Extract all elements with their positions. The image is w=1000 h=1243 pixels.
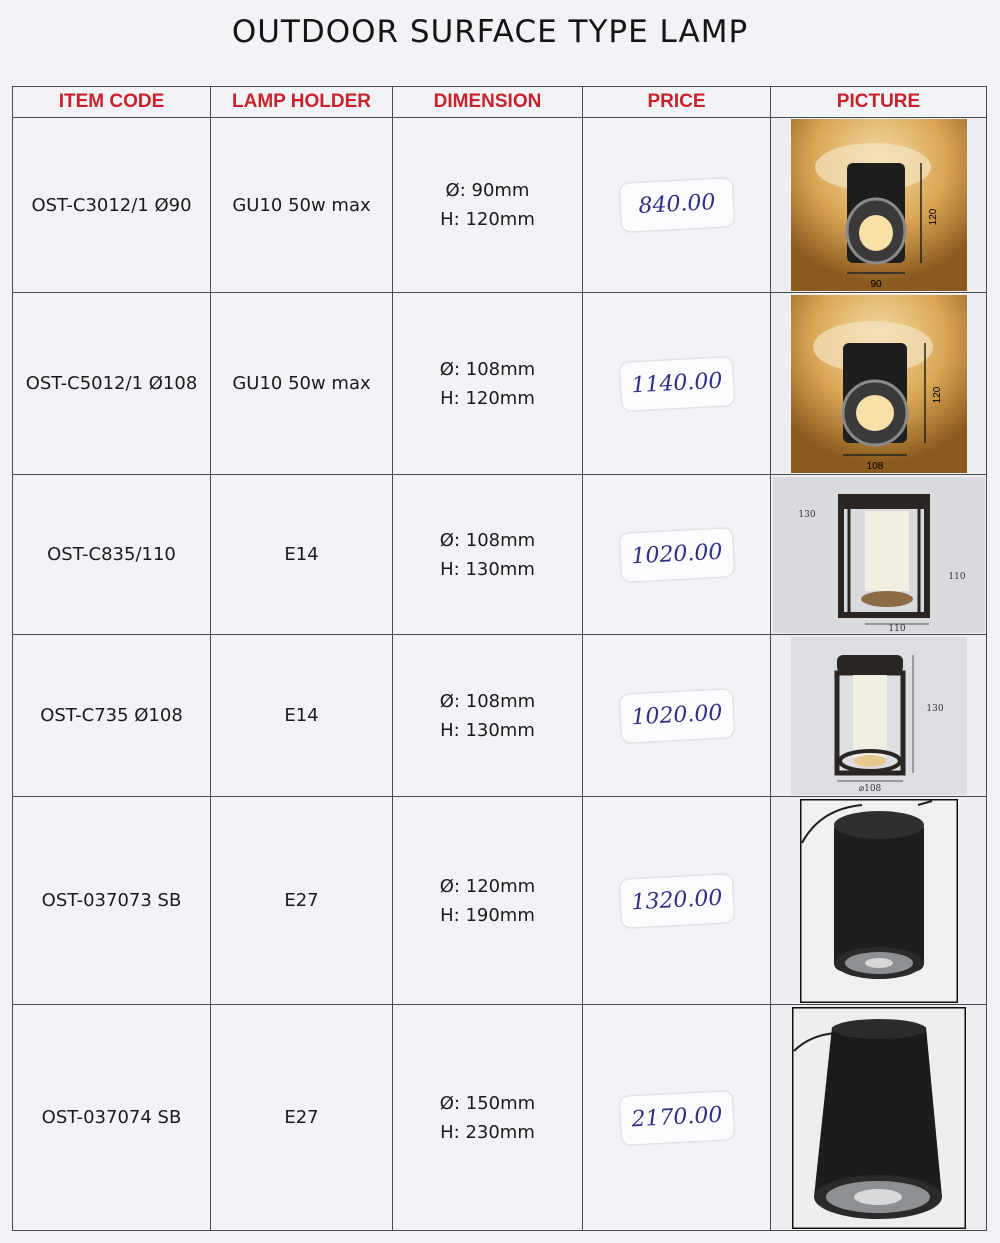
price-value: 840.00 bbox=[619, 178, 733, 232]
diameter: Ø: 108mm bbox=[439, 529, 536, 551]
bottom-dimension-label: 110 bbox=[887, 623, 906, 633]
price-value: 1020.00 bbox=[619, 689, 733, 743]
diameter: Ø: 150mm bbox=[439, 1092, 536, 1114]
item-code: OST-037074 SB bbox=[13, 1005, 211, 1231]
item-code: OST-C835/110 bbox=[13, 475, 211, 635]
black-cylinder-downlight-icon bbox=[800, 799, 958, 1003]
price-cell bbox=[583, 635, 771, 797]
dimension-cell bbox=[393, 118, 583, 293]
diameter: Ø: 108mm bbox=[439, 690, 536, 712]
price-value: 1020.00 bbox=[619, 528, 733, 582]
dimension-cell bbox=[393, 635, 583, 797]
price-cell bbox=[583, 1005, 771, 1231]
price-cell bbox=[583, 475, 771, 635]
surface-cylinder-lamp-icon bbox=[791, 119, 967, 291]
item-code: OST-C735 Ø108 bbox=[13, 635, 211, 797]
dimension-cell bbox=[393, 475, 583, 635]
price-value: 2170.00 bbox=[619, 1091, 733, 1145]
price-value: 1140.00 bbox=[619, 357, 733, 411]
cage-box-lamp-icon bbox=[773, 477, 985, 633]
surface-cylinder-lamp-icon bbox=[791, 295, 967, 473]
lamp-holder: E27 bbox=[211, 797, 393, 1005]
item-code: OST-C3012/1 Ø90 bbox=[13, 118, 211, 293]
lamp-holder: E14 bbox=[211, 475, 393, 635]
height: H: 130mm bbox=[440, 558, 535, 580]
round-cage-lamp-icon bbox=[791, 637, 967, 795]
lamp-holder: E27 bbox=[211, 1005, 393, 1231]
lamp-holder: E14 bbox=[211, 635, 393, 797]
price-table bbox=[12, 86, 987, 1231]
height-dimension-label: 130 bbox=[925, 703, 944, 714]
table-row bbox=[13, 1005, 987, 1231]
top-dimension-label: 130 bbox=[797, 509, 816, 520]
table-row bbox=[13, 635, 987, 797]
picture-cell bbox=[771, 797, 987, 1005]
black-cylinder-downlight-icon bbox=[792, 1007, 966, 1229]
header-lamp-holder: LAMP HOLDER bbox=[211, 87, 393, 118]
height: H: 130mm bbox=[440, 719, 535, 741]
height-dimension-label: 120 bbox=[931, 386, 943, 403]
picture-cell bbox=[771, 1005, 987, 1231]
height: H: 190mm bbox=[440, 904, 535, 926]
picture-cell bbox=[771, 118, 987, 293]
price-cell bbox=[583, 293, 771, 475]
picture-cell bbox=[771, 293, 987, 475]
price-cell bbox=[583, 797, 771, 1005]
dimension-cell bbox=[393, 293, 583, 475]
diameter: Ø: 108mm bbox=[439, 358, 536, 380]
diameter: Ø: 90mm bbox=[445, 180, 530, 201]
height: H: 120mm bbox=[440, 209, 535, 230]
dimension-cell bbox=[393, 1005, 583, 1231]
lamp-holder: GU10 50w max bbox=[211, 293, 393, 475]
picture-cell bbox=[771, 475, 987, 635]
header-price: PRICE bbox=[583, 87, 771, 118]
height: H: 230mm bbox=[440, 1121, 535, 1143]
side-dimension-label: 110 bbox=[947, 571, 966, 582]
width-dimension-label: ⌀108 bbox=[858, 783, 881, 794]
height: H: 120mm bbox=[440, 387, 535, 409]
lamp-holder: GU10 50w max bbox=[211, 118, 393, 293]
price-cell bbox=[583, 118, 771, 293]
item-code: OST-037073 SB bbox=[13, 797, 211, 1005]
price-value: 1320.00 bbox=[619, 874, 733, 928]
width-dimension-label: 108 bbox=[866, 460, 883, 472]
page-title: OUTDOOR SURFACE TYPE LAMP bbox=[231, 14, 749, 50]
table-row bbox=[13, 475, 987, 635]
height-dimension-label: 120 bbox=[927, 208, 939, 226]
header-item-code: ITEM CODE bbox=[13, 87, 211, 118]
dimension-cell bbox=[393, 797, 583, 1005]
width-dimension-label: 90 bbox=[869, 279, 882, 290]
table-row bbox=[13, 118, 987, 293]
header-dimension: DIMENSION bbox=[393, 87, 583, 118]
table-row bbox=[13, 797, 987, 1005]
header-picture: PICTURE bbox=[771, 87, 987, 118]
header-row bbox=[13, 87, 987, 118]
diameter: Ø: 120mm bbox=[439, 875, 536, 897]
table-row bbox=[13, 293, 987, 475]
picture-cell bbox=[771, 635, 987, 797]
item-code: OST-C5012/1 Ø108 bbox=[13, 293, 211, 475]
